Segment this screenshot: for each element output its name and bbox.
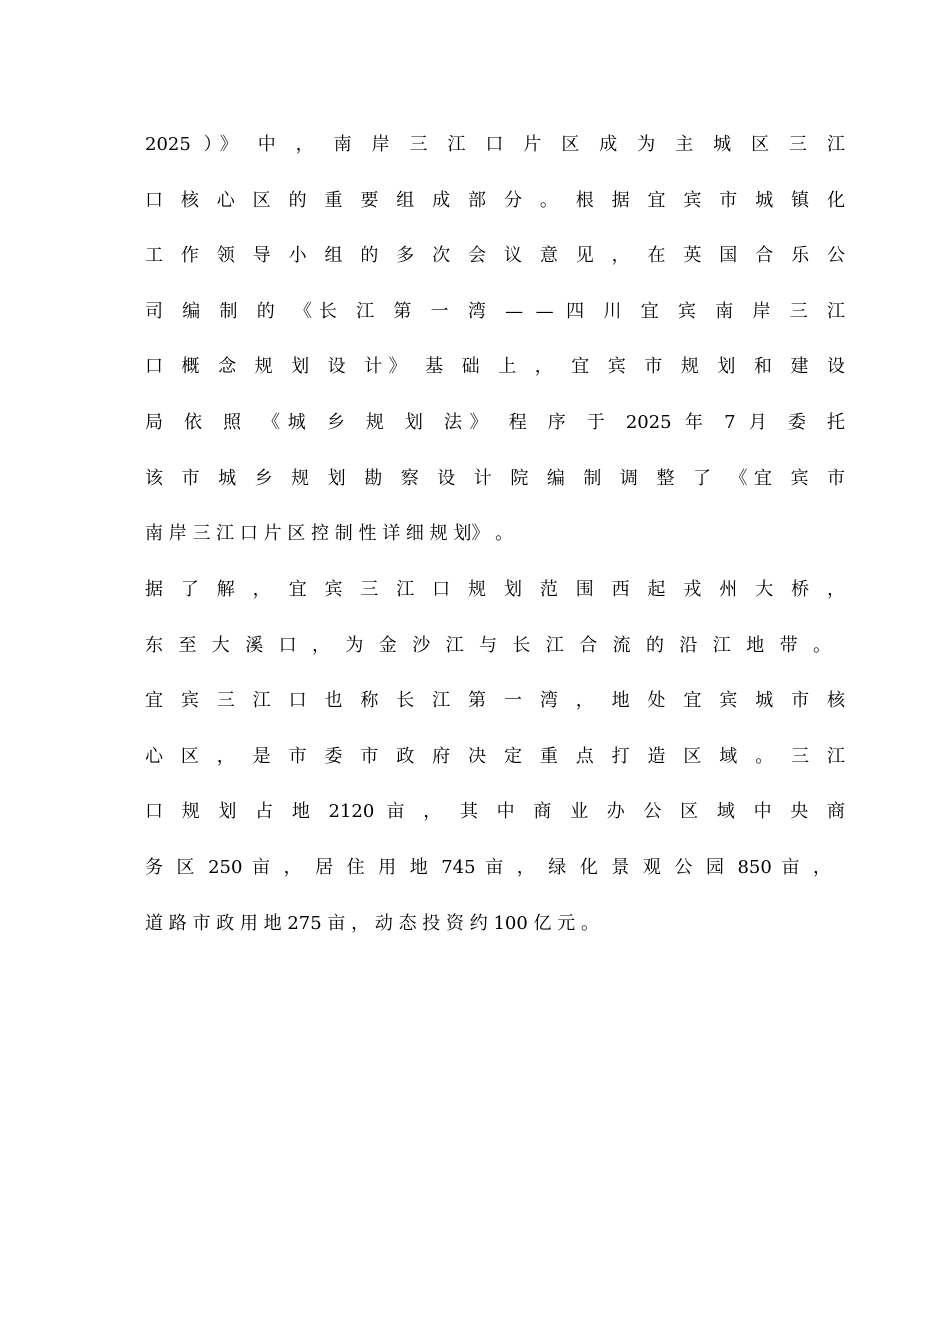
paragraph-line-5: 口 概 念 规 划 设 计》 基 础 上 ， 宜 宾 市 规 划 和 建 设: [145, 356, 845, 377]
paragraph-line-12: 心 区 ， 是 市 委 市 政 府 决 定 重 点 打 造 区 域 。 三 江: [145, 746, 845, 767]
paragraph-line-9: 据 了 解 ， 宜 宾 三 江 口 规 划 范 围 西 起 戎 州 大 桥 ，: [145, 579, 845, 600]
paragraph-line-4: 司 编 制 的 《长 江 第 一 湾 — — 四 川 宜 宾 南 岸 三 江: [145, 301, 845, 322]
paragraph-line-3: 工 作 领 导 小 组 的 多 次 会 议 意 见 ， 在 英 国 合 乐 公: [145, 245, 845, 266]
paragraph-line-14: 务 区 250 亩 ， 居 住 用 地 745 亩 ， 绿 化 景 观 公 园 850 亩 ，: [145, 857, 831, 878]
paragraph-line-11: 宜 宾 三 江 口 也 称 长 江 第 一 湾 ， 地 处 宜 宾 城 市 核: [145, 690, 845, 711]
paragraph-line-1: 2025 ）》 中 ， 南 岸 三 江 口 片 区 成 为 主 城 区 三 江: [145, 134, 845, 155]
paragraph-line-8: 南 岸 三 江 口 片 区 控 制 性 详 细 规 划》 。: [145, 523, 514, 544]
paragraph-line-6: 局 依 照 《城 乡 规 划 法》 程 序 于 2025 年 7 月 委 托: [145, 412, 845, 433]
paragraph-line-7: 该 市 城 乡 规 划 勘 察 设 计 院 编 制 调 整 了 《宜 宾 市: [145, 468, 845, 489]
paragraph-line-15: 道 路 市 政 用 地 275 亩 ， 动 态 投 资 约 100 亿 元 。: [145, 913, 599, 934]
paragraph-line-2: 口 核 心 区 的 重 要 组 成 部 分 。 根 据 宜 宾 市 城 镇 化: [145, 190, 845, 211]
paragraph-line-10: 东 至 大 溪 口 ， 为 金 沙 江 与 长 江 合 流 的 沿 江 地 带 。: [145, 635, 831, 656]
paragraph-line-13: 口 规 划 占 地 2120 亩 ， 其 中 商 业 办 公 区 域 中 央 商: [145, 801, 845, 822]
